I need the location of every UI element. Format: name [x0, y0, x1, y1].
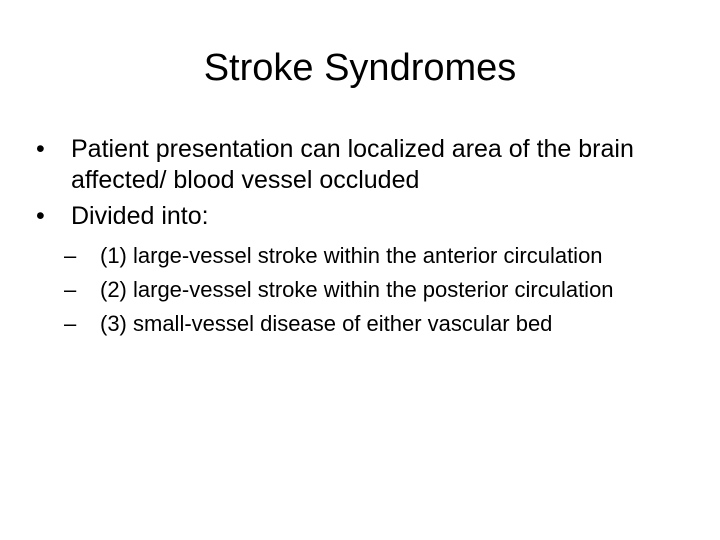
sub-bullet-item	[36, 276, 676, 303]
dash-icon: –	[64, 243, 77, 268]
sub-bullet-list	[36, 242, 676, 337]
bullet-text: Patient presentation can localized area of the brain affected/ blood vessel occluded	[71, 135, 634, 194]
sub-bullet-text: (1) large-vessel stroke within the anterior circulation	[100, 243, 603, 268]
bullet-icon: •	[36, 202, 45, 230]
slide-title: Stroke Syndromes	[203, 47, 517, 89]
dash-icon: –	[64, 311, 77, 336]
sub-bullet-text: (3) small-vessel disease of either vascular bed	[100, 311, 553, 336]
dash-icon: –	[64, 277, 77, 302]
bullet-item	[36, 201, 676, 232]
bullet-text: Divided into:	[71, 202, 209, 230]
sub-bullet-item	[36, 242, 676, 269]
bullet-item	[36, 134, 676, 196]
bullet-icon: •	[36, 135, 45, 163]
sub-bullet-item	[36, 310, 676, 337]
sub-bullet-text: (2) large-vessel stroke within the posterior circulation	[100, 277, 614, 302]
slide-body	[36, 134, 676, 344]
